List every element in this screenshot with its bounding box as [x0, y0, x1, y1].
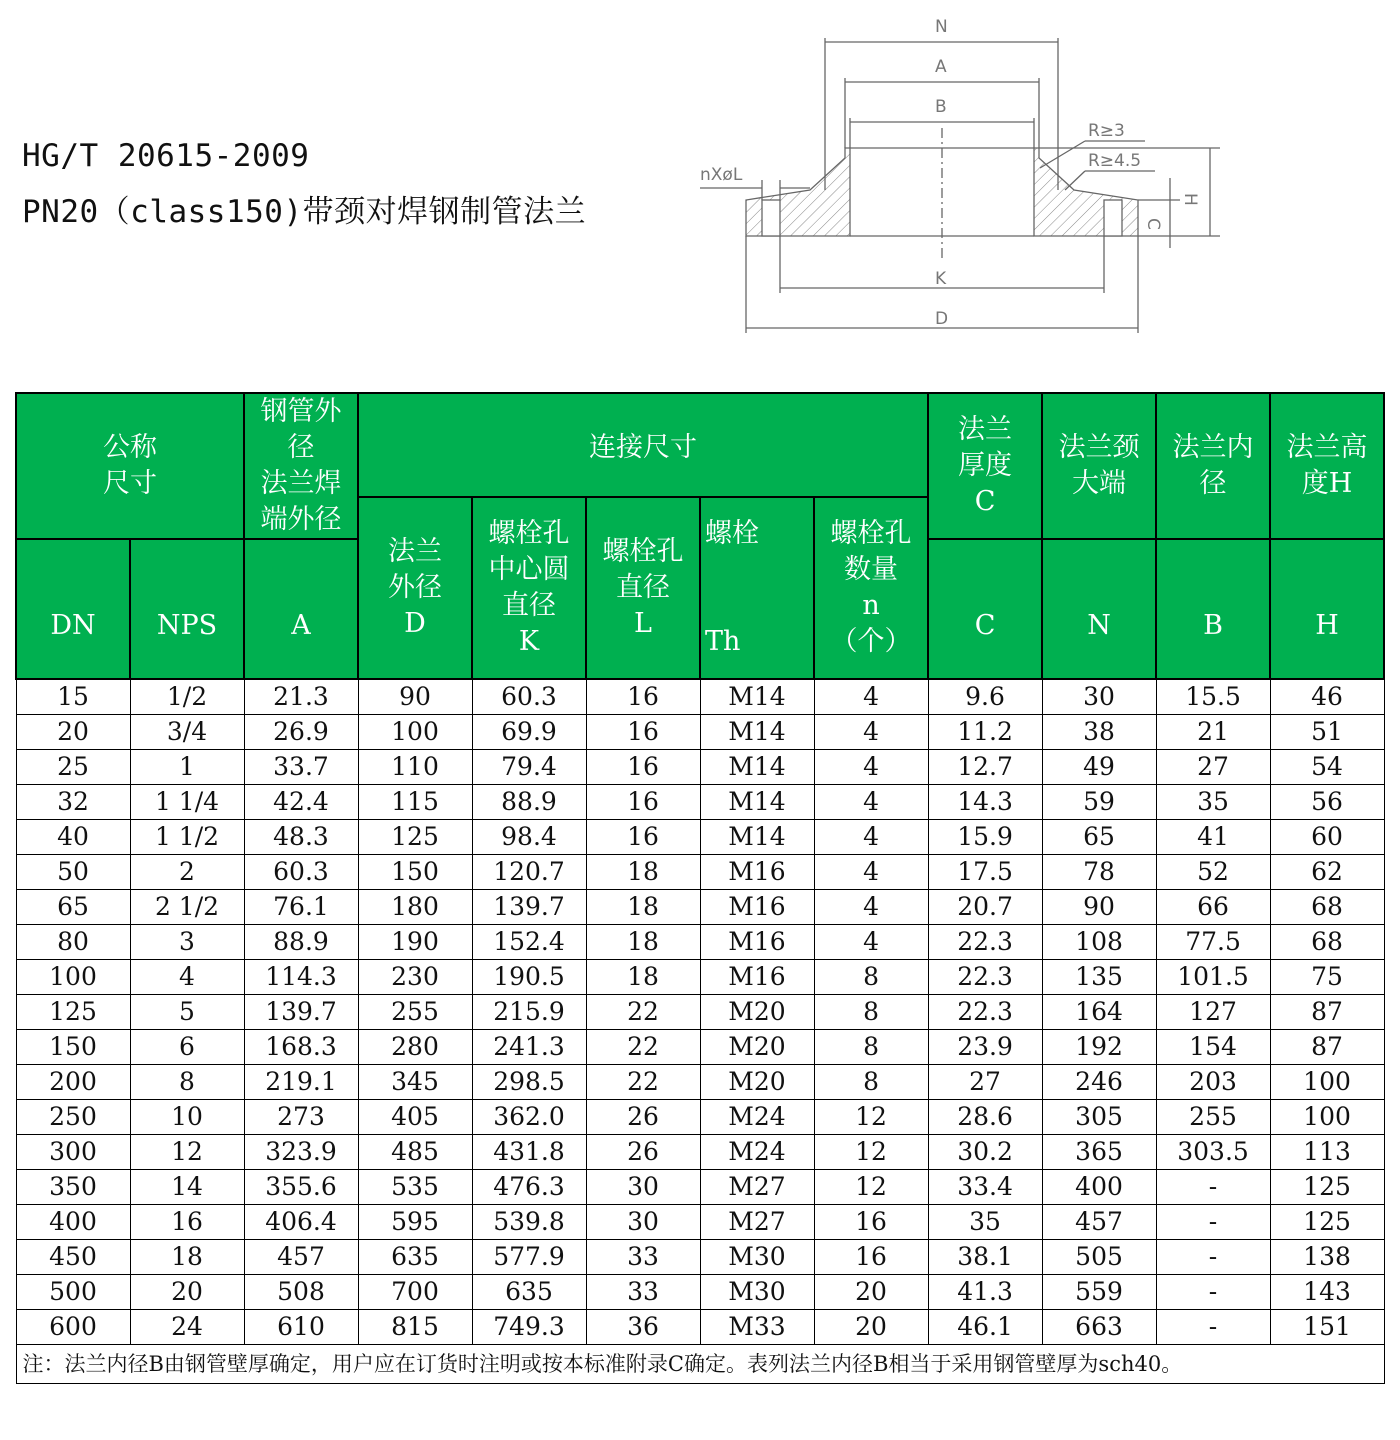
- table-cell: 12: [130, 1135, 244, 1170]
- table-row: [16, 1275, 1384, 1310]
- header-n: N: [1042, 539, 1156, 679]
- table-cell: 75: [1270, 960, 1384, 995]
- table-cell: 700: [358, 1275, 472, 1310]
- table-cell: 65: [1042, 820, 1156, 855]
- table-cell: 255: [1156, 1100, 1270, 1135]
- table-cell: 2 1/2: [130, 890, 244, 925]
- table-cell: 143: [1270, 1275, 1384, 1310]
- table-cell: 76.1: [244, 890, 358, 925]
- table-cell: 4: [814, 750, 928, 785]
- table-row: [16, 785, 1384, 820]
- header-h: H: [1270, 539, 1384, 679]
- table-cell: 635: [472, 1275, 586, 1310]
- table-row: [16, 1135, 1384, 1170]
- dim-d-label: D: [935, 309, 949, 329]
- table-cell: 30: [586, 1170, 700, 1205]
- table-body: [16, 679, 1384, 1345]
- table-cell: 246: [1042, 1065, 1156, 1100]
- table-row: [16, 960, 1384, 995]
- header-bolt-count: 螺栓孔 数量 n （个）: [814, 497, 928, 679]
- table-cell: 24: [130, 1310, 244, 1345]
- table-cell: 101.5: [1156, 960, 1270, 995]
- table-cell: M14: [700, 679, 814, 715]
- table-cell: 273: [244, 1100, 358, 1135]
- table-cell: 17.5: [928, 855, 1042, 890]
- table-cell: 28.6: [928, 1100, 1042, 1135]
- table-cell: 21.3: [244, 679, 358, 715]
- table-cell: 485: [358, 1135, 472, 1170]
- table-cell: 68: [1270, 925, 1384, 960]
- table-cell: 365: [1042, 1135, 1156, 1170]
- table-cell: 125: [16, 995, 130, 1030]
- table-cell: 69.9: [472, 715, 586, 750]
- table-cell: -: [1156, 1275, 1270, 1310]
- title-standard: HG/T 20615-2009: [22, 138, 310, 174]
- table-cell: 12: [814, 1100, 928, 1135]
- table-cell: 77.5: [1156, 925, 1270, 960]
- table-cell: 41: [1156, 820, 1270, 855]
- table-cell: M33: [700, 1310, 814, 1345]
- table-cell: 33: [586, 1275, 700, 1310]
- table-cell: 38: [1042, 715, 1156, 750]
- table-cell: 203: [1156, 1065, 1270, 1100]
- table-cell: -: [1156, 1240, 1270, 1275]
- header-pipe-od: 钢管外径 法兰焊端外径: [244, 393, 358, 539]
- table-cell: 255: [358, 995, 472, 1030]
- table-row: [16, 890, 1384, 925]
- table-cell: 46.1: [928, 1310, 1042, 1345]
- table-cell: 78: [1042, 855, 1156, 890]
- dim-b-label: B: [935, 97, 947, 117]
- table-cell: 27: [928, 1065, 1042, 1100]
- table-cell: 150: [358, 855, 472, 890]
- dim-n-label: N: [935, 17, 948, 37]
- table-cell: 663: [1042, 1310, 1156, 1345]
- table-cell: 20: [814, 1310, 928, 1345]
- dim-k-label: K: [935, 269, 947, 289]
- table-cell: 22.3: [928, 925, 1042, 960]
- header-flange-thickness: 法兰 厚度 C: [928, 393, 1042, 539]
- table-cell: 151: [1270, 1310, 1384, 1345]
- table-cell: 168.3: [244, 1030, 358, 1065]
- table-cell: 60: [1270, 820, 1384, 855]
- table-cell: 476.3: [472, 1170, 586, 1205]
- table-cell: 9.6: [928, 679, 1042, 715]
- table-cell: 40: [16, 820, 130, 855]
- table-cell: 16: [586, 715, 700, 750]
- table-cell: 18: [586, 960, 700, 995]
- table-cell: M16: [700, 890, 814, 925]
- table-cell: 192: [1042, 1030, 1156, 1065]
- table-cell: 12: [814, 1170, 928, 1205]
- table-cell: 219.1: [244, 1065, 358, 1100]
- table-cell: 406.4: [244, 1205, 358, 1240]
- table-cell: 16: [814, 1240, 928, 1275]
- radius-4-5-label: R≥4.5: [1088, 151, 1142, 171]
- table-cell: 33: [586, 1240, 700, 1275]
- table-cell: 80: [16, 925, 130, 960]
- table-cell: 22.3: [928, 960, 1042, 995]
- table-cell: 113: [1270, 1135, 1384, 1170]
- table-cell: 66: [1156, 890, 1270, 925]
- table-cell: 4: [814, 855, 928, 890]
- table-cell: 16: [586, 750, 700, 785]
- table-cell: 41.3: [928, 1275, 1042, 1310]
- table-cell: 100: [16, 960, 130, 995]
- dim-h-label: H: [1180, 193, 1200, 206]
- table-cell: 298.5: [472, 1065, 586, 1100]
- table-cell: 125: [358, 820, 472, 855]
- table-cell: 12: [814, 1135, 928, 1170]
- table-cell: 16: [586, 820, 700, 855]
- table-cell: 1: [130, 750, 244, 785]
- table-cell: 8: [814, 1065, 928, 1100]
- header-connection: 连接尺寸: [358, 393, 928, 497]
- table-cell: 14.3: [928, 785, 1042, 820]
- flange-dimension-table: [15, 392, 1385, 1384]
- table-cell: 25: [16, 750, 130, 785]
- table-row: [16, 820, 1384, 855]
- table-cell: 450: [16, 1240, 130, 1275]
- table-cell: 250: [16, 1100, 130, 1135]
- table-cell: 48.3: [244, 820, 358, 855]
- table-cell: 20.7: [928, 890, 1042, 925]
- table-cell: 190.5: [472, 960, 586, 995]
- table-cell: 4: [814, 715, 928, 750]
- table-cell: 400: [1042, 1170, 1156, 1205]
- table-row: [16, 1310, 1384, 1345]
- header-nps: NPS: [130, 539, 244, 679]
- table-cell: 30.2: [928, 1135, 1042, 1170]
- dim-a-label: A: [935, 57, 947, 77]
- table-cell: M14: [700, 785, 814, 820]
- table-cell: 241.3: [472, 1030, 586, 1065]
- header-a: A: [244, 539, 358, 679]
- table-cell: 18: [586, 925, 700, 960]
- table-cell: 100: [358, 715, 472, 750]
- table-cell: 108: [1042, 925, 1156, 960]
- table-cell: 190: [358, 925, 472, 960]
- table-cell: M16: [700, 925, 814, 960]
- table-cell: 22: [586, 1030, 700, 1065]
- table-cell: 65: [16, 890, 130, 925]
- table-cell: 110: [358, 750, 472, 785]
- table-cell: 4: [814, 890, 928, 925]
- table-cell: 600: [16, 1310, 130, 1345]
- table-cell: 164: [1042, 995, 1156, 1030]
- table-cell: 15.9: [928, 820, 1042, 855]
- table-cell: 60.3: [244, 855, 358, 890]
- table-cell: 98.4: [472, 820, 586, 855]
- table-row: [16, 1030, 1384, 1065]
- table-cell: 200: [16, 1065, 130, 1100]
- table-cell: 215.9: [472, 995, 586, 1030]
- table-cell: 457: [244, 1240, 358, 1275]
- table-cell: 68: [1270, 890, 1384, 925]
- header-c: C: [928, 539, 1042, 679]
- table-cell: 139.7: [244, 995, 358, 1030]
- table-cell: 11.2: [928, 715, 1042, 750]
- table-row: [16, 1240, 1384, 1275]
- table-cell: 62: [1270, 855, 1384, 890]
- table-cell: 114.3: [244, 960, 358, 995]
- table-cell: 15: [16, 679, 130, 715]
- table-cell: M14: [700, 750, 814, 785]
- table-cell: 46: [1270, 679, 1384, 715]
- table-cell: 431.8: [472, 1135, 586, 1170]
- table-cell: 22.3: [928, 995, 1042, 1030]
- table-cell: 4: [814, 925, 928, 960]
- table-cell: 42.4: [244, 785, 358, 820]
- table-row: [16, 1170, 1384, 1205]
- table-cell: -: [1156, 1310, 1270, 1345]
- header-inner-diameter: 法兰内 径: [1156, 393, 1270, 539]
- table-cell: 14: [130, 1170, 244, 1205]
- table-row: [16, 1205, 1384, 1240]
- table-cell: 305: [1042, 1100, 1156, 1135]
- table-cell: 23.9: [928, 1030, 1042, 1065]
- table-cell: 20: [814, 1275, 928, 1310]
- table-cell: 33.4: [928, 1170, 1042, 1205]
- table-row: [16, 995, 1384, 1030]
- table-cell: 125: [1270, 1205, 1384, 1240]
- table-cell: 16: [814, 1205, 928, 1240]
- table-row: [16, 925, 1384, 960]
- header-height: 法兰高 度H: [1270, 393, 1384, 539]
- table-cell: 120.7: [472, 855, 586, 890]
- table-cell: 26: [586, 1100, 700, 1135]
- header-bolt-hole: 螺栓孔 直径 L: [586, 497, 700, 679]
- table-cell: M20: [700, 1030, 814, 1065]
- table-cell: 79.4: [472, 750, 586, 785]
- table-cell: 30: [1042, 679, 1156, 715]
- table-cell: 16: [586, 785, 700, 820]
- table-cell: M20: [700, 995, 814, 1030]
- table-cell: 15.5: [1156, 679, 1270, 715]
- header-nominal-size: 公称 尺寸: [16, 393, 244, 539]
- table-cell: 56: [1270, 785, 1384, 820]
- table-cell: 610: [244, 1310, 358, 1345]
- table-cell: 26.9: [244, 715, 358, 750]
- table-cell: 18: [130, 1240, 244, 1275]
- table-cell: 87: [1270, 1030, 1384, 1065]
- table-cell: 22: [586, 1065, 700, 1100]
- table-cell: 139.7: [472, 890, 586, 925]
- table-cell: 300: [16, 1135, 130, 1170]
- table-cell: 815: [358, 1310, 472, 1345]
- table-row: [16, 750, 1384, 785]
- table-cell: 115: [358, 785, 472, 820]
- table-cell: 150: [16, 1030, 130, 1065]
- table-cell: 87: [1270, 995, 1384, 1030]
- table-cell: 3/4: [130, 715, 244, 750]
- table-cell: 400: [16, 1205, 130, 1240]
- table-cell: 5: [130, 995, 244, 1030]
- table-cell: 749.3: [472, 1310, 586, 1345]
- table-cell: 4: [814, 820, 928, 855]
- header-b: B: [1156, 539, 1270, 679]
- table-cell: 33.7: [244, 750, 358, 785]
- table-cell: M24: [700, 1135, 814, 1170]
- table-cell: 35: [1156, 785, 1270, 820]
- table-cell: 16: [130, 1205, 244, 1240]
- table-cell: 20: [130, 1275, 244, 1310]
- table-cell: 595: [358, 1205, 472, 1240]
- table-cell: 100: [1270, 1100, 1384, 1135]
- table-cell: 1/2: [130, 679, 244, 715]
- table-cell: 355.6: [244, 1170, 358, 1205]
- radius-3-label: R≥3: [1088, 121, 1125, 141]
- table-cell: 10: [130, 1100, 244, 1135]
- table-cell: 405: [358, 1100, 472, 1135]
- table-cell: 36: [586, 1310, 700, 1345]
- table-cell: 303.5: [1156, 1135, 1270, 1170]
- table-cell: M30: [700, 1275, 814, 1310]
- table-cell: M27: [700, 1170, 814, 1205]
- table-cell: M14: [700, 820, 814, 855]
- table-cell: 60.3: [472, 679, 586, 715]
- table-cell: 508: [244, 1275, 358, 1310]
- table-cell: -: [1156, 1205, 1270, 1240]
- table-row: [16, 1100, 1384, 1135]
- table-cell: 1 1/4: [130, 785, 244, 820]
- table-cell: 90: [358, 679, 472, 715]
- table-cell: 27: [1156, 750, 1270, 785]
- bolt-hole-label: nXøL: [700, 165, 743, 185]
- table-cell: 49: [1042, 750, 1156, 785]
- table-cell: 59: [1042, 785, 1156, 820]
- table-cell: 152.4: [472, 925, 586, 960]
- table-cell: 635: [358, 1240, 472, 1275]
- table-cell: 35: [928, 1205, 1042, 1240]
- table-row: [16, 679, 1384, 715]
- table-cell: 38.1: [928, 1240, 1042, 1275]
- table-cell: 52: [1156, 855, 1270, 890]
- table-cell: 8: [130, 1065, 244, 1100]
- table-cell: M20: [700, 1065, 814, 1100]
- table-cell: 54: [1270, 750, 1384, 785]
- table-cell: 30: [586, 1205, 700, 1240]
- table-cell: M16: [700, 960, 814, 995]
- table-cell: 127: [1156, 995, 1270, 1030]
- table-cell: 135: [1042, 960, 1156, 995]
- dim-c-label: C: [1143, 218, 1163, 230]
- table-cell: 21: [1156, 715, 1270, 750]
- table-cell: 20: [16, 715, 130, 750]
- table-cell: 559: [1042, 1275, 1156, 1310]
- header-bolt-circle: 螺栓孔 中心圆 直径 K: [472, 497, 586, 679]
- table-cell: 345: [358, 1065, 472, 1100]
- table-cell: 3: [130, 925, 244, 960]
- table-row: [16, 855, 1384, 890]
- table-cell: 230: [358, 960, 472, 995]
- title-description: PN20（class150)带颈对焊钢制管法兰: [22, 194, 587, 230]
- table-cell: 6: [130, 1030, 244, 1065]
- table-cell: 8: [814, 995, 928, 1030]
- table-cell: 154: [1156, 1030, 1270, 1065]
- table-cell: 1 1/2: [130, 820, 244, 855]
- table-cell: 138: [1270, 1240, 1384, 1275]
- table-cell: 4: [814, 679, 928, 715]
- table-cell: 505: [1042, 1240, 1156, 1275]
- header-neck: 法兰颈 大端: [1042, 393, 1156, 539]
- table-cell: 22: [586, 995, 700, 1030]
- header-flange-od: 法兰 外径 D: [358, 497, 472, 679]
- table-cell: 100: [1270, 1065, 1384, 1100]
- table-cell: -: [1156, 1170, 1270, 1205]
- table-note: 注：法兰内径B由钢管壁厚确定，用户应在订货时注明或按本标准附录C确定。表列法兰内径B相当于采用钢管壁厚为sch40。: [16, 1345, 1384, 1384]
- header-dn: DN: [16, 539, 130, 679]
- table-cell: 2: [130, 855, 244, 890]
- table-cell: 577.9: [472, 1240, 586, 1275]
- table-cell: 88.9: [472, 785, 586, 820]
- table-cell: M16: [700, 855, 814, 890]
- table-cell: 90: [1042, 890, 1156, 925]
- table-cell: 16: [586, 679, 700, 715]
- table-cell: 125: [1270, 1170, 1384, 1205]
- table-cell: 8: [814, 1030, 928, 1065]
- table-cell: 4: [130, 960, 244, 995]
- table-cell: 50: [16, 855, 130, 890]
- table-cell: 51: [1270, 715, 1384, 750]
- table-row: [16, 1065, 1384, 1100]
- table-cell: 457: [1042, 1205, 1156, 1240]
- table-cell: 323.9: [244, 1135, 358, 1170]
- table-cell: 4: [814, 785, 928, 820]
- header-bolt: 螺栓 Th: [700, 497, 814, 679]
- table-cell: M27: [700, 1205, 814, 1240]
- table-cell: M30: [700, 1240, 814, 1275]
- table-cell: 18: [586, 890, 700, 925]
- table-cell: 26: [586, 1135, 700, 1170]
- table-cell: 350: [16, 1170, 130, 1205]
- table-cell: 280: [358, 1030, 472, 1065]
- table-cell: 32: [16, 785, 130, 820]
- table-cell: 362.0: [472, 1100, 586, 1135]
- table-cell: 535: [358, 1170, 472, 1205]
- table-cell: 8: [814, 960, 928, 995]
- table-cell: 12.7: [928, 750, 1042, 785]
- table-cell: 180: [358, 890, 472, 925]
- table-cell: M24: [700, 1100, 814, 1135]
- flange-diagram: [690, 8, 1230, 338]
- table-cell: M14: [700, 715, 814, 750]
- table-cell: 539.8: [472, 1205, 586, 1240]
- table-cell: 500: [16, 1275, 130, 1310]
- table-cell: 18: [586, 855, 700, 890]
- table-row: [16, 715, 1384, 750]
- table-cell: 88.9: [244, 925, 358, 960]
